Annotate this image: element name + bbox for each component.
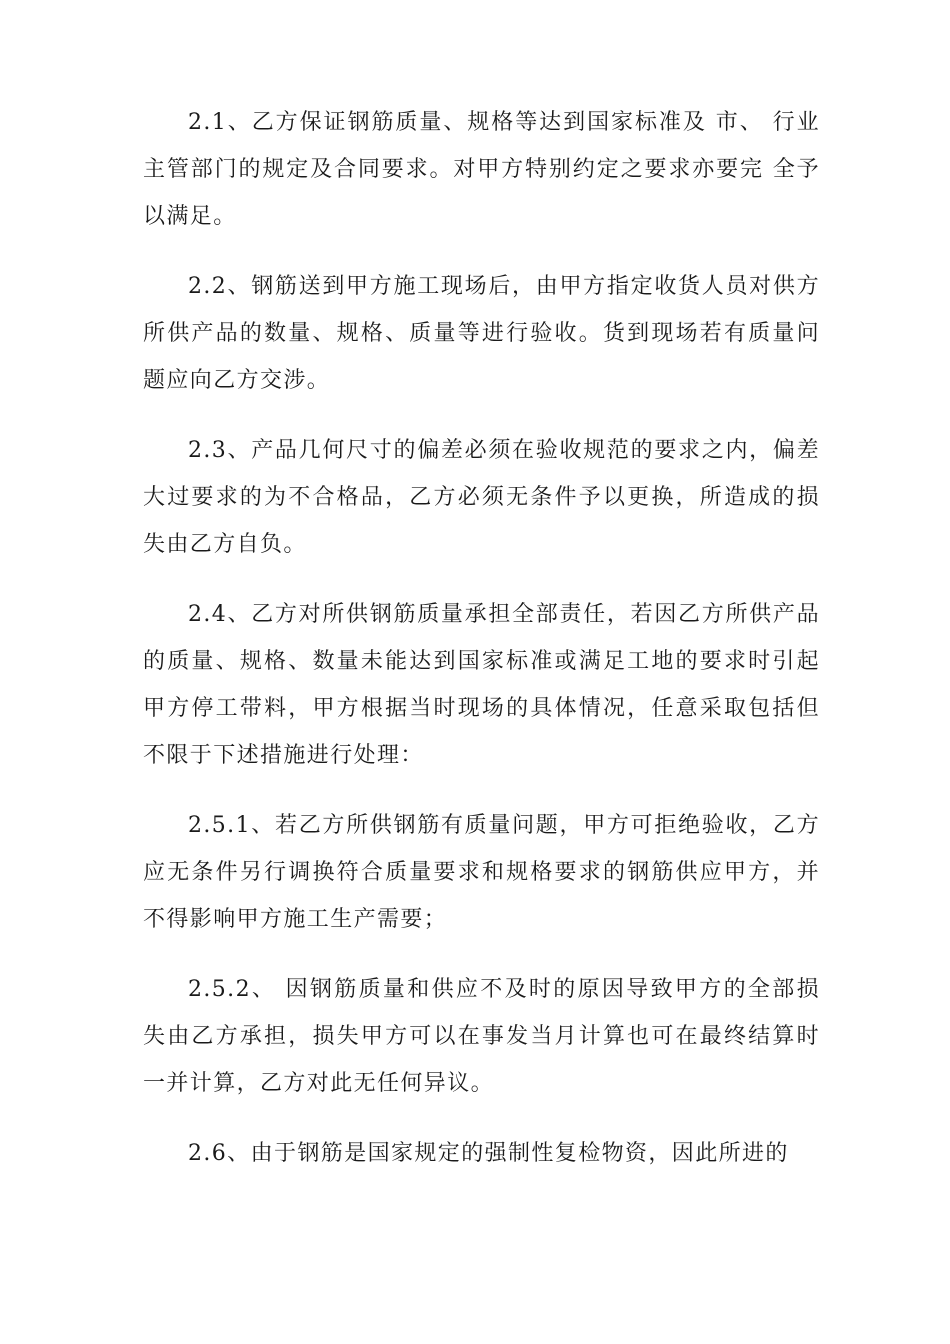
clause-2-1: 2.1、乙方保证钢筋质量、规格等达到国家标准及 市、 行业主管部门的规定及合同要求。对甲方特别约定之要求亦要完 全予以满足。 xyxy=(143,110,820,229)
clause-2-5-2: 2.5.2、 因钢筋质量和供应不及时的原因导致甲方的全部损失由乙方承担，损失甲方可以在事发当月计算也可在最终结算时一并计算，乙方对此无任何异议。 xyxy=(143,977,820,1096)
clause-2-2: 2.2、钢筋送到甲方施工现场后，由甲方指定收货人员对供方所供产品的数量、规格、质量等进行验收。货到现场若有质量问题应向乙方交涉。 xyxy=(143,274,820,393)
clause-2-6: 2.6、由于钢筋是国家规定的强制性复检物资，因此所进的 xyxy=(188,1141,789,1166)
clause-2-3: 2.3、产品几何尺寸的偏差必须在验收规范的要求之内，偏差大过要求的为不合格品，乙方必须无条件予以更换，所造成的损失由乙方自负。 xyxy=(143,438,820,557)
clause-2-4: 2.4、乙方对所供钢筋质量承担全部责任，若因乙方所供产品的质量、规格、数量未能达到国家标准或满足工地的要求时引起甲方停工带料，甲方根据当时现场的具体情况，任意采取包括但不限于下述措施进行处理： xyxy=(143,602,820,768)
clause-2-5-1: 2.5.1、若乙方所供钢筋有质量问题，甲方可拒绝验收，乙方应无条件另行调换符合质量要求和规格要求的钢筋供应甲方，并不得影响甲方施工生产需要； xyxy=(143,813,820,932)
document-body xyxy=(143,99,820,1200)
